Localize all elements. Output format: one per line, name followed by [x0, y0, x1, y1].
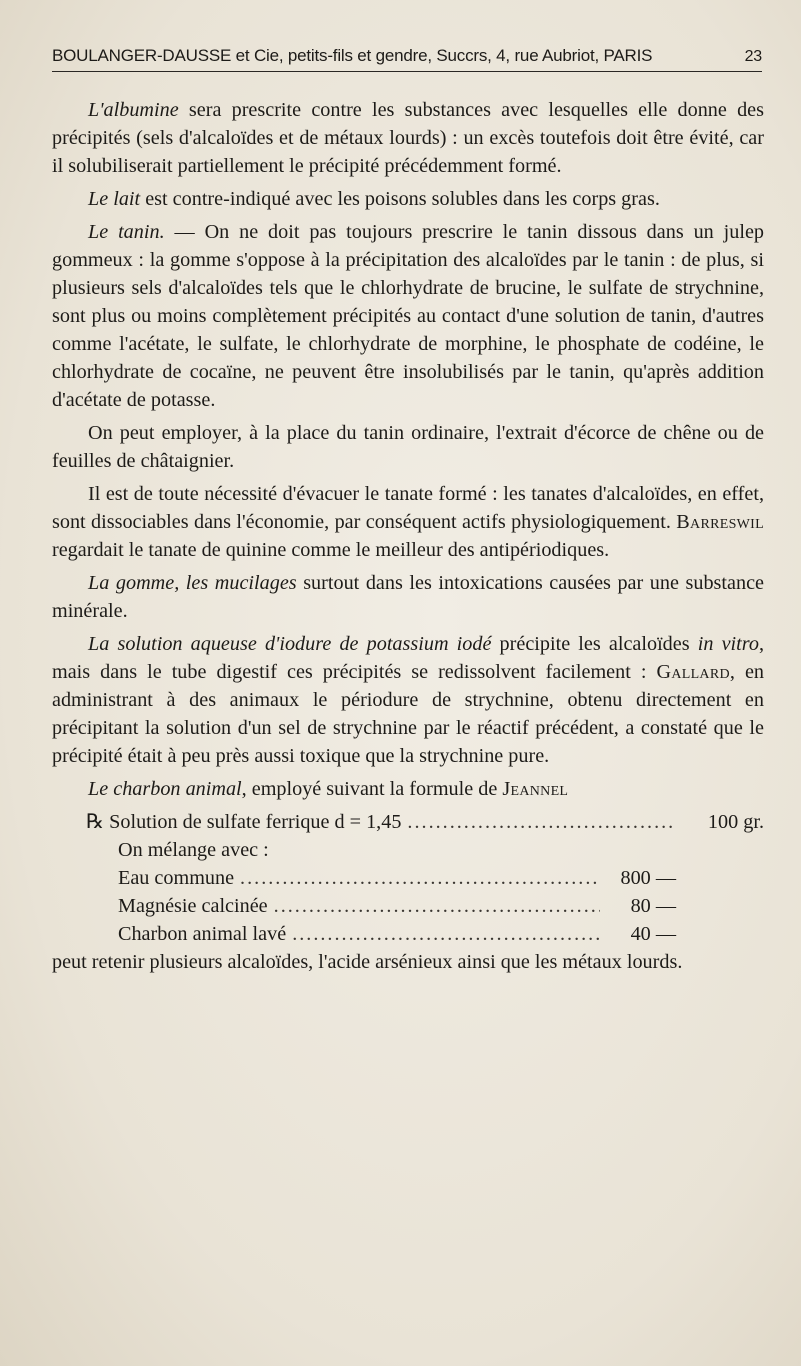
leader-dots	[292, 920, 600, 948]
ingredient-name: Magnésie calcinée	[118, 895, 268, 917]
ingredient-name: Eau commune	[118, 867, 235, 889]
formula-ingredient-row	[52, 920, 676, 948]
leader-dots	[274, 892, 600, 920]
term-charbon: Le charbon animal	[88, 778, 242, 800]
formula-solution-label: ℞ Solution de sulfate ferrique d = 1,45	[86, 811, 402, 833]
paragraph-extrait: On peut employer, à la place du tanin ordinaire, l'extrait d'écorce de chêne ou de feuilles de châtaignier.	[52, 422, 764, 472]
author-gallard: Gallard	[656, 661, 730, 683]
paragraph-charbon: Le charbon animal, employé suivant la formule de Jeannel	[88, 778, 569, 800]
page-number: 23	[744, 48, 762, 65]
author-barreswil: Barreswil	[676, 511, 764, 533]
ingredient-name: Charbon animal lavé	[118, 923, 287, 945]
ingredient-qty: 40 —	[630, 923, 676, 945]
formula-solution-row	[52, 808, 764, 836]
ingredient-qty: 80 —	[630, 895, 676, 917]
term-in-vitro: in vitro	[697, 633, 759, 655]
ingredient-qty: 800 —	[620, 867, 676, 889]
term-iodure: La solution aqueuse d'iodure de potassium iodé	[88, 633, 492, 655]
paragraph-lait: Le lait est contre-indiqué avec les poisons solubles dans les corps gras.	[88, 188, 660, 210]
paragraph-tanate: Il est de toute nécessité d'évacuer le tanate formé : les tanates d'alcaloïdes, en effet, sont dissociables dans l'économie, par conséquent actifs physiologiquement. Barreswil regardait le tanate de quinine comme le meilleur des antipériodiques.	[52, 483, 764, 561]
term-lait: Le lait	[88, 188, 141, 210]
formula-ingredient-row	[52, 864, 676, 892]
formula-ingredient-row	[52, 892, 676, 920]
paragraph-closing: peut retenir plusieurs alcaloïdes, l'acide arsénieux ainsi que les métaux lourds.	[52, 951, 683, 973]
term-gomme: La gomme, les mucilages	[88, 572, 297, 594]
author-jeannel: Jeannel	[502, 778, 569, 800]
running-header	[52, 46, 762, 72]
paragraph-tanin: Le tanin. — On ne doit pas toujours prescrire le tanin dissous dans un julep gommeux : la gomme s'oppose à la précipitation des alcaloïdes par le tanin : de plus, si plusieurs sels d'alcaloïdes tels que le chlorhydrate de brucine, le sulfate de strychnine, sont plus ou moins complètement précipités au contact d'une solution de tanin, d'autres comme l'acétate, le sulfate, le chlorhydrate de morphine, le phosphate de codéine, le chlorhydrate de cocaïne, ne peuvent être insolubilisés par le tanin, qu'après addition d'acétate de potasse.	[52, 221, 764, 411]
paragraph-albumine: L'albumine sera prescrite contre les substances avec lesquelles elle donne des précipités (sels d'alcaloïdes et de métaux lourds) : un excès toutefois doit être évité, car il solubiliserait partiellement le précipité précédemment formé.	[52, 99, 764, 177]
leader-dots	[407, 808, 674, 836]
paragraph-gomme: La gomme, les mucilages surtout dans les intoxications causées par une substance minérale.	[52, 572, 764, 622]
publisher-line: BOULANGER-DAUSSE et Cie, petits-fils et gendre, Succrs, 4, rue Aubriot, PARIS	[52, 46, 653, 65]
term-tanin: Le tanin.	[88, 221, 165, 243]
paragraph-iodure: La solution aqueuse d'iodure de potassium iodé précipite les alcaloïdes in vitro, mais dans le tube digestif ces précipités se redissolvent facilement : Gallard, en administrant à des animaux le périodure de strychnine, obtenu directement en précipitant la solution d'un sel de strychnine par le réactif précédent, a constaté que le précipité était à peu près aussi toxique que la strychnine pure.	[52, 633, 764, 767]
formula-solution-qty: 100 gr.	[707, 811, 764, 833]
term-albumine: L'albumine	[88, 99, 179, 121]
leader-dots	[240, 864, 600, 892]
formula-mix-label: On mélange avec :	[118, 839, 269, 861]
body-text	[52, 96, 764, 981]
